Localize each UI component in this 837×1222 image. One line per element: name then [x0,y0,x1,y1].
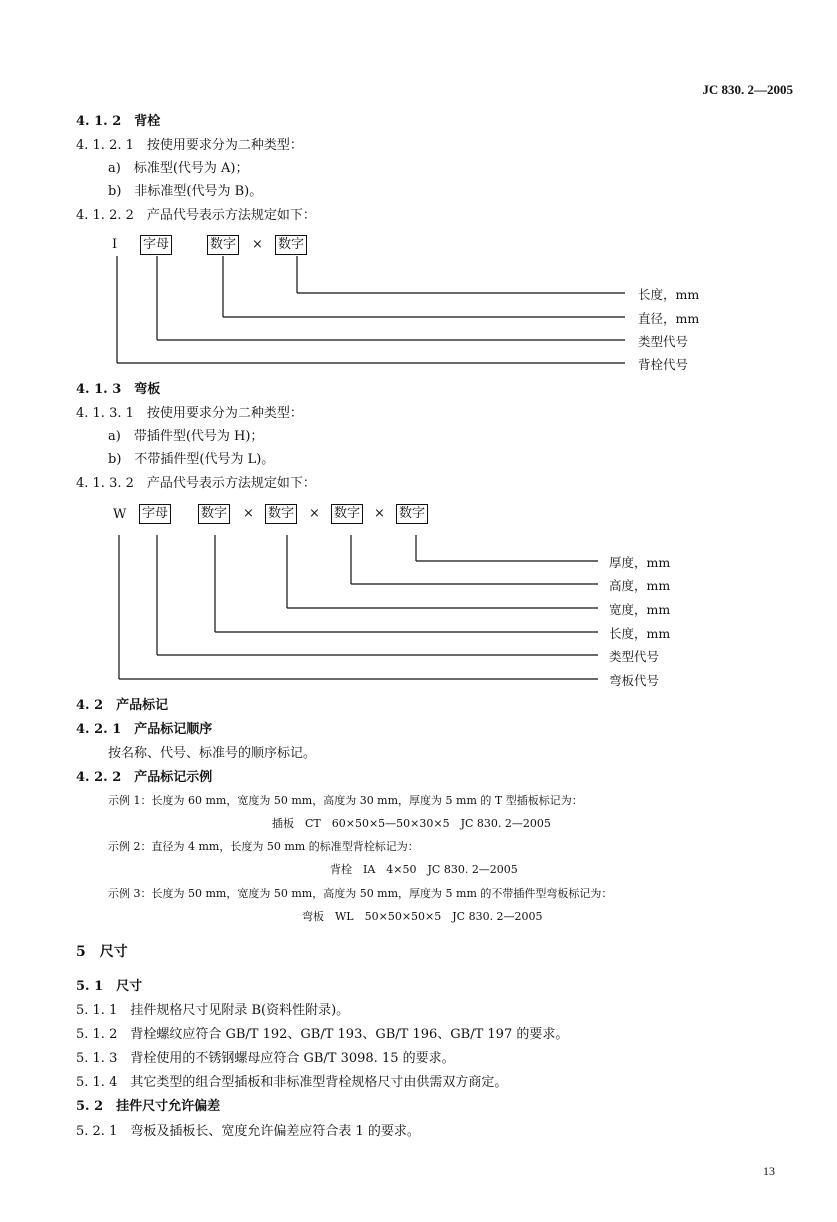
section-4-2-1-text: 按名称、代号、标准号的顺序标记。 [108,746,317,761]
diagram2-box-letter: 字母 [139,504,171,524]
section-4-2-1-heading: 4. 2. 1 产品标记顺序 [76,722,213,737]
diagram2-times: × [243,506,254,521]
diagram1-times: × [252,237,263,252]
diagram2-box-number-4: 数字 [396,504,428,524]
diagram1-box-number-1: 数字 [207,235,239,255]
section-4-1-2-2: 4. 1. 2. 2 产品代号表示方法规定如下： [76,208,316,223]
example-1-mark: 插板 CT 60×50×5—50×30×5 JC 830. 2—2005 [272,817,551,830]
section-4-1-3-heading: 4. 1. 3 弯板 [76,382,161,397]
list-item-b: b) 不带插件型(代号为 L)。 [108,452,275,467]
diagram1-label-length: 长度，mm [638,287,700,302]
section-5-1-4: 5. 1. 4 其它类型的组合型插板和非标准型背栓规格尺寸由供需双方商定。 [76,1075,508,1090]
section-4-1-2-1: 4. 1. 2. 1 按使用要求分为二种类型： [76,138,303,153]
section-4-1-3-2: 4. 1. 3. 2 产品代号表示方法规定如下： [76,476,316,491]
diagram1-label-product-code: 背栓代号 [638,357,689,372]
diagram2-prefix: W [113,507,127,522]
diagram1-label-diameter: 直径，mm [638,311,700,326]
example-1: 示例 1：长度为 60 mm，宽度为 50 mm，高度为 30 mm，厚度为 5 mm 的 T 型插板标记为： [108,794,583,807]
diagram2-box-number-3: 数字 [331,504,363,524]
section-5-heading: 5 尺寸 [76,944,128,960]
diagram2-label-product-code: 弯板代号 [609,673,660,688]
section-4-1-2-heading: 4. 1. 2 背栓 [76,114,161,129]
list-item-a: a) 带插件型(代号为 H)； [108,429,264,444]
section-5-1-1: 5. 1. 1 挂件规格尺寸见附录 B(资料性附录)。 [76,1003,350,1018]
section-5-2-heading: 5. 2 挂件尺寸允许偏差 [76,1099,221,1114]
list-item-a: a) 标准型(代号为 A)； [108,161,249,176]
standard-number: JC 830. 2—2005 [702,82,793,97]
diagram2-label-length: 长度，mm [609,626,671,641]
diagram2-times: × [374,506,385,521]
diagram1-box-number-2: 数字 [275,235,307,255]
section-4-2-heading: 4. 2 产品标记 [76,698,169,713]
example-2-mark: 背栓 IA 4×50 JC 830. 2—2005 [330,863,518,876]
page-number: 13 [763,1164,775,1178]
diagram2-label-width: 宽度，mm [609,602,671,617]
diagram2-label-height: 高度，mm [609,578,671,593]
section-5-1-heading: 5. 1 尺寸 [76,979,143,994]
diagram2-box-number-2: 数字 [265,504,297,524]
diagram2-box-number-1: 数字 [198,504,230,524]
diagram2-times: × [309,506,320,521]
list-item-b: b) 非标准型(代号为 B)。 [108,184,263,199]
diagram1-prefix: I [112,237,118,252]
diagram1-label-type-code: 类型代号 [638,334,689,349]
section-5-1-3: 5. 1. 3 背栓使用的不锈钢螺母应符合 GB/T 3098. 15 的要求。 [76,1051,455,1066]
example-2: 示例 2：直径为 4 mm，长度为 50 mm 的标准型背栓标记为： [108,840,419,853]
section-5-2-1: 5. 2. 1 弯板及插板长、宽度允许偏差应符合表 1 的要求。 [76,1124,420,1139]
section-5-1-2: 5. 1. 2 背栓螺纹应符合 GB/T 192、GB/T 193、GB/T 196、GB/T 197 的要求。 [76,1027,569,1042]
section-4-1-3-1: 4. 1. 3. 1 按使用要求分为二种类型： [76,406,303,421]
example-3-mark: 弯板 WL 50×50×50×5 JC 830. 2—2005 [302,910,543,923]
diagram2-label-type-code: 类型代号 [609,649,660,664]
diagram2-label-thickness: 厚度，mm [609,555,671,570]
diagram1-box-letter: 字母 [140,235,172,255]
example-3: 示例 3：长度为 50 mm，宽度为 50 mm，高度为 50 mm，厚度为 5 mm 的不带插件型弯板标记为： [108,887,613,900]
section-4-2-2-heading: 4. 2. 2 产品标记示例 [76,770,213,785]
